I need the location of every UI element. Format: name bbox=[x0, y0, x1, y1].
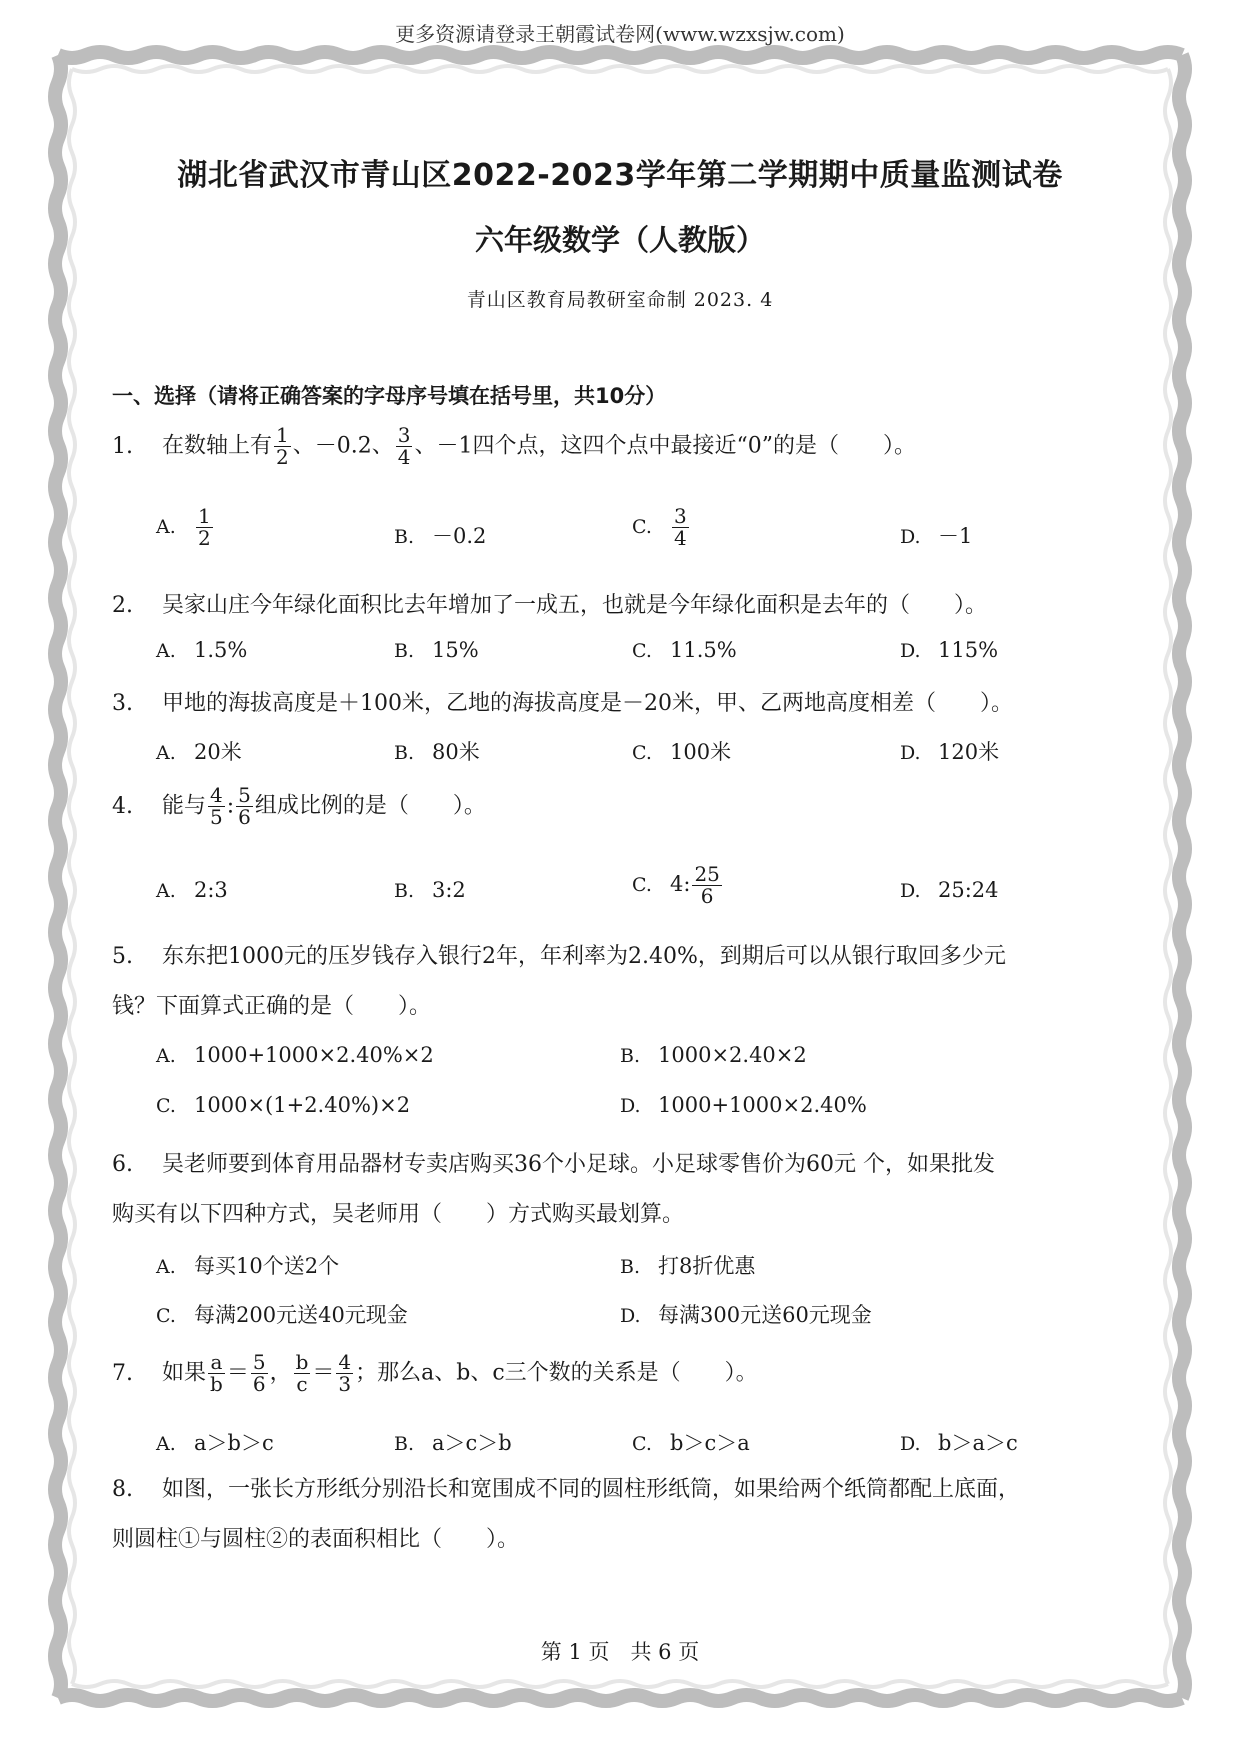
issuer-line: 青山区教育局教研室命制 2023. 4 bbox=[466, 289, 774, 311]
q6-option-b: B. 打8折优惠 bbox=[620, 1254, 756, 1278]
q4-option-a: A. 2:3 bbox=[156, 878, 228, 902]
q6-option-a: A. 每买10个送2个 bbox=[156, 1254, 340, 1278]
question-5: 5. 东东把1000元的压岁钱存入银行2年，年利率为2.40%，到期后可以从银行取回多少元 钱？下面算式正确的是（ ）。 bbox=[112, 944, 1006, 1019]
question-6: 6. 吴老师要到体育用品器材专卖店购买36个小足球。小足球零售价为60元 个，如果批发 购买有以下四种方式，吴老师用（ ）方式购买最划算。 bbox=[112, 1152, 995, 1227]
border-wave bbox=[58, 52, 1182, 58]
q1-option-b: B. －0.2 bbox=[394, 524, 487, 548]
q5-option-a: A. 1000+1000×2.40%×2 bbox=[156, 1043, 434, 1067]
q4-option-d: D. 25:24 bbox=[900, 878, 999, 902]
q5-option-b: B. 1000×2.40×2 bbox=[620, 1043, 807, 1067]
border-wave bbox=[72, 66, 1168, 72]
q6-option-d: D. 每满300元送60元现金 bbox=[620, 1303, 872, 1327]
q3-option-b: B. 80米 bbox=[394, 740, 480, 764]
q1-option-c: C. $\frac{3}{4}$ bbox=[632, 504, 687, 550]
q3-option-a: A. 20米 bbox=[156, 740, 242, 764]
page-footer: 第 1 页 共 6 页 bbox=[540, 1640, 700, 1664]
border-wave bbox=[58, 1695, 1182, 1701]
q7-option-d: D. b＞a＞c bbox=[900, 1431, 1018, 1455]
q4-option-c: C. 4: $\frac{25}{6}$ bbox=[632, 862, 720, 908]
question-2: 2. 吴家山庄今年绿化面积比去年增加了一成五，也就是今年绿化面积是去年的（ ）。 bbox=[112, 593, 988, 618]
question-3: 3. 甲地的海拔高度是＋100米，乙地的海拔高度是－20米，甲、乙两地高度相差（ ）。 bbox=[112, 691, 1013, 716]
q1-option-a: A. $\frac{1}{2}$ bbox=[156, 504, 211, 550]
q4-option-b: B. 3:2 bbox=[394, 878, 466, 902]
q6-option-c: C. 每满200元送40元现金 bbox=[156, 1303, 408, 1327]
question-7: 7. 如果 $\frac{a}{b}$ ＝ $\frac{5}{6}$ ， $\frac{b}{c}$ ＝ $\frac{4}{3}$ ；那么a、b、c三个数的关系是（ ）。 bbox=[112, 1350, 758, 1396]
fraction: $\frac{1}{2}$ bbox=[276, 423, 289, 469]
q3-option-c: C. 100米 bbox=[632, 740, 732, 764]
question-1: 1. 在数轴上有 $\frac{1}{2}$ 、－0.2、 $\frac{3}{4}$ 、－1四个点，这四个点中最接近“0”的是（ ）。 bbox=[112, 423, 916, 469]
q7-option-a: A. a＞b＞c bbox=[156, 1431, 274, 1455]
q2-option-c: C. 11.5% bbox=[632, 638, 737, 662]
q3-option-d: D. 120米 bbox=[900, 740, 1000, 764]
q2-option-a: A. 1.5% bbox=[156, 638, 248, 662]
question-4: 4. 能与 $\frac{4}{5}$ : $\frac{5}{6}$ 组成比例的是（ ）。 bbox=[112, 783, 486, 829]
q2-option-d: D. 115% bbox=[900, 638, 999, 662]
q2-option-b: B. 15% bbox=[394, 638, 479, 662]
section-heading: 一、选择（请将正确答案的字母序号填在括号里，共10分） bbox=[112, 384, 667, 408]
q1-option-d: D. －1 bbox=[900, 524, 973, 548]
exam-title: 湖北省武汉市青山区2022-2023学年第二学期期中质量监测试卷 bbox=[177, 158, 1063, 193]
question-number: 1. bbox=[112, 433, 133, 459]
q5-option-c: C. 1000×(1+2.40%)×2 bbox=[156, 1093, 411, 1117]
exam-subtitle: 六年级数学（人教版） bbox=[474, 223, 765, 257]
border-wave bbox=[72, 1681, 1168, 1687]
watermark: 更多资源请登录王朝霞试卷网(www.wzxsjw.com) bbox=[395, 22, 845, 46]
question-8: 8. 如图，一张长方形纸分别沿长和宽围成不同的圆柱形纸筒，如果给两个纸筒都配上底面， 则圆柱①与圆柱②的表面积相比（ ）。 bbox=[112, 1477, 1021, 1552]
fraction: $\frac{3}{4}$ bbox=[397, 423, 411, 469]
q5-option-d: D. 1000+1000×2.40% bbox=[620, 1093, 867, 1117]
q7-option-b: B. a＞c＞b bbox=[394, 1431, 512, 1455]
q7-option-c: C. b＞c＞a bbox=[632, 1431, 750, 1455]
